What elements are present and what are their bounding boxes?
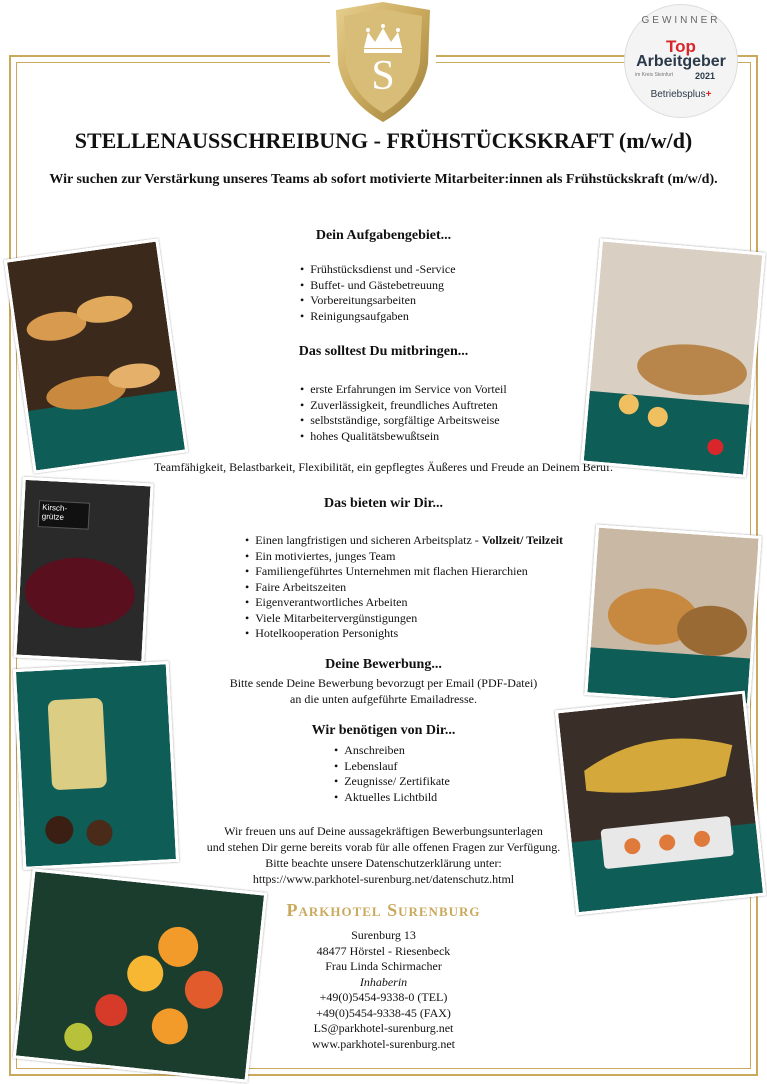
list-item: • Buffet- und Gästebetreuung (300, 278, 456, 294)
list-item: • Reinigungsaufgaben (300, 309, 456, 325)
list-item: • Lebenslauf (334, 759, 450, 775)
photo-bread-rolls (4, 238, 189, 474)
list-item: • Familiengeführtes Unternehmen mit flachen Hierarchien (245, 564, 563, 580)
badge-brand-label: Betriebsplus (650, 89, 706, 100)
closing-line-3: Bitte beachte unsere Datenschutzerklärung unter: (265, 856, 502, 870)
intro-text: Wir suchen zur Verstärkung unseres Teams ab sofort motivierte Mitarbeiter:innen als Frühstückskraft (m/w/d). (49, 172, 718, 187)
list-item: • erste Erfahrungen im Service von Vorteil (300, 382, 507, 398)
offer-list (245, 533, 563, 642)
tasks-list (300, 262, 456, 324)
hotel-email[interactable]: LS@parkhotel-surenburg.net (313, 1021, 454, 1035)
photo-kirschgruetze (13, 477, 153, 665)
requirements-list (300, 382, 507, 444)
needs-list (334, 743, 450, 805)
hotel-fax: +49(0)5454-9338-45 (FAX) (316, 1005, 451, 1020)
list-item: • Hotelkooperation Personights (245, 626, 563, 642)
badge-arbeitgeber-text: Arbeitgeber (636, 53, 726, 70)
hotel-website[interactable]: www.parkhotel-surenburg.net (312, 1036, 455, 1051)
closing-text (160, 823, 607, 887)
badge-brand-text (625, 89, 737, 100)
hotel-crest-logo (330, 2, 436, 124)
photo-sign-label: Kirsch- grütze (41, 502, 68, 522)
list-item: • Vorbereitungsarbeiten (300, 293, 456, 309)
list-item (245, 533, 563, 549)
tasks-heading: Dein Aufgabengebiet... (315, 228, 452, 243)
closing-line-2: und stehen Dir gerne bereits vorab für alle offenen Fragen zur Verfügung. (206, 840, 561, 854)
badge-top-text: Top (666, 37, 696, 56)
application-text (180, 675, 587, 707)
hotel-name: Parkhotel Surenburg (286, 900, 481, 920)
list-item: • Viele Mitarbeitervergünstigungen (245, 611, 563, 627)
badge-plus-sign: + (705, 89, 712, 100)
list-item: • Faire Arbeitszeiten (245, 580, 563, 596)
badge-winner-text: GEWINNER (641, 15, 721, 26)
contact-person: Frau Linda Schirmacher (325, 959, 442, 973)
photo-fish-platter (555, 691, 766, 916)
list-item: • hohes Qualitätsbewußtsein (300, 429, 507, 445)
list-item: • Ein motiviertes, junges Team (245, 549, 563, 565)
badge-region-text: im Kreis Steinfurt (635, 72, 674, 78)
list-item: • Frühstücksdienst und -Service (300, 262, 456, 278)
needs-heading: Wir benötigen von Dir... (311, 723, 456, 738)
offer-first-item: Einen langfristigen und sicheren Arbeitsplatz - (255, 533, 482, 547)
crest-letter: S (371, 53, 395, 99)
application-line-1: Bitte sende Deine Bewerbung bevorzugt per Email (PDF-Datei) (229, 676, 538, 690)
privacy-link[interactable]: https://www.parkhotel-surenburg.net/datenschutz.html (252, 872, 515, 886)
list-item: • Zeugnisse/ Zertifikate (334, 774, 450, 790)
list-item: • Aktuelles Lichtbild (334, 790, 450, 806)
contact-role: Inhaberin (359, 974, 408, 989)
hotel-street: Surenburg 13 (351, 928, 416, 942)
list-item: • Zuverlässigkeit, freundliches Auftreten (300, 398, 507, 414)
closing-line-1: Wir freuen uns auf Deine aussagekräftigen Bewerbungsunterlagen (224, 824, 543, 838)
offer-heading: Das bieten wir Dir... (324, 496, 443, 511)
badge-year-text: 2021 (694, 71, 715, 81)
list-item: • Anschreiben (334, 743, 450, 759)
application-heading: Deine Bewerbung... (325, 657, 442, 672)
hotel-city: 48477 Hörstel - Riesenbeck (316, 943, 451, 958)
list-item: • selbstständige, sorgfältige Arbeitsweise (300, 413, 507, 429)
hotel-phone: +49(0)5454-9338-0 (TEL) (319, 990, 448, 1004)
photo-drinks-desserts (13, 661, 179, 870)
offer-first-item-bold: Vollzeit/ Teilzeit (481, 533, 564, 547)
requirements-heading: Das solltest Du mitbringen... (298, 344, 469, 359)
requirements-note: Teamfähigkeit, Belastbarkeit, Flexibilität, ein gepflegtes Äußeres und Freude an Deinem Beruf. (153, 460, 614, 474)
photo-bread-buffet (584, 524, 762, 706)
photo-fruit-buffet (13, 868, 268, 1083)
application-line-2: an die unten aufgeführte Emailadresse. (290, 692, 477, 706)
top-arbeitgeber-award-badge (624, 4, 738, 118)
page-title: STELLENAUSSCHREIBUNG - FRÜHSTÜCKSKRAFT (m/w/d) (74, 128, 693, 153)
list-item: • Eigenverantwortliches Arbeiten (245, 595, 563, 611)
photo-cheese-buffet (580, 238, 765, 478)
